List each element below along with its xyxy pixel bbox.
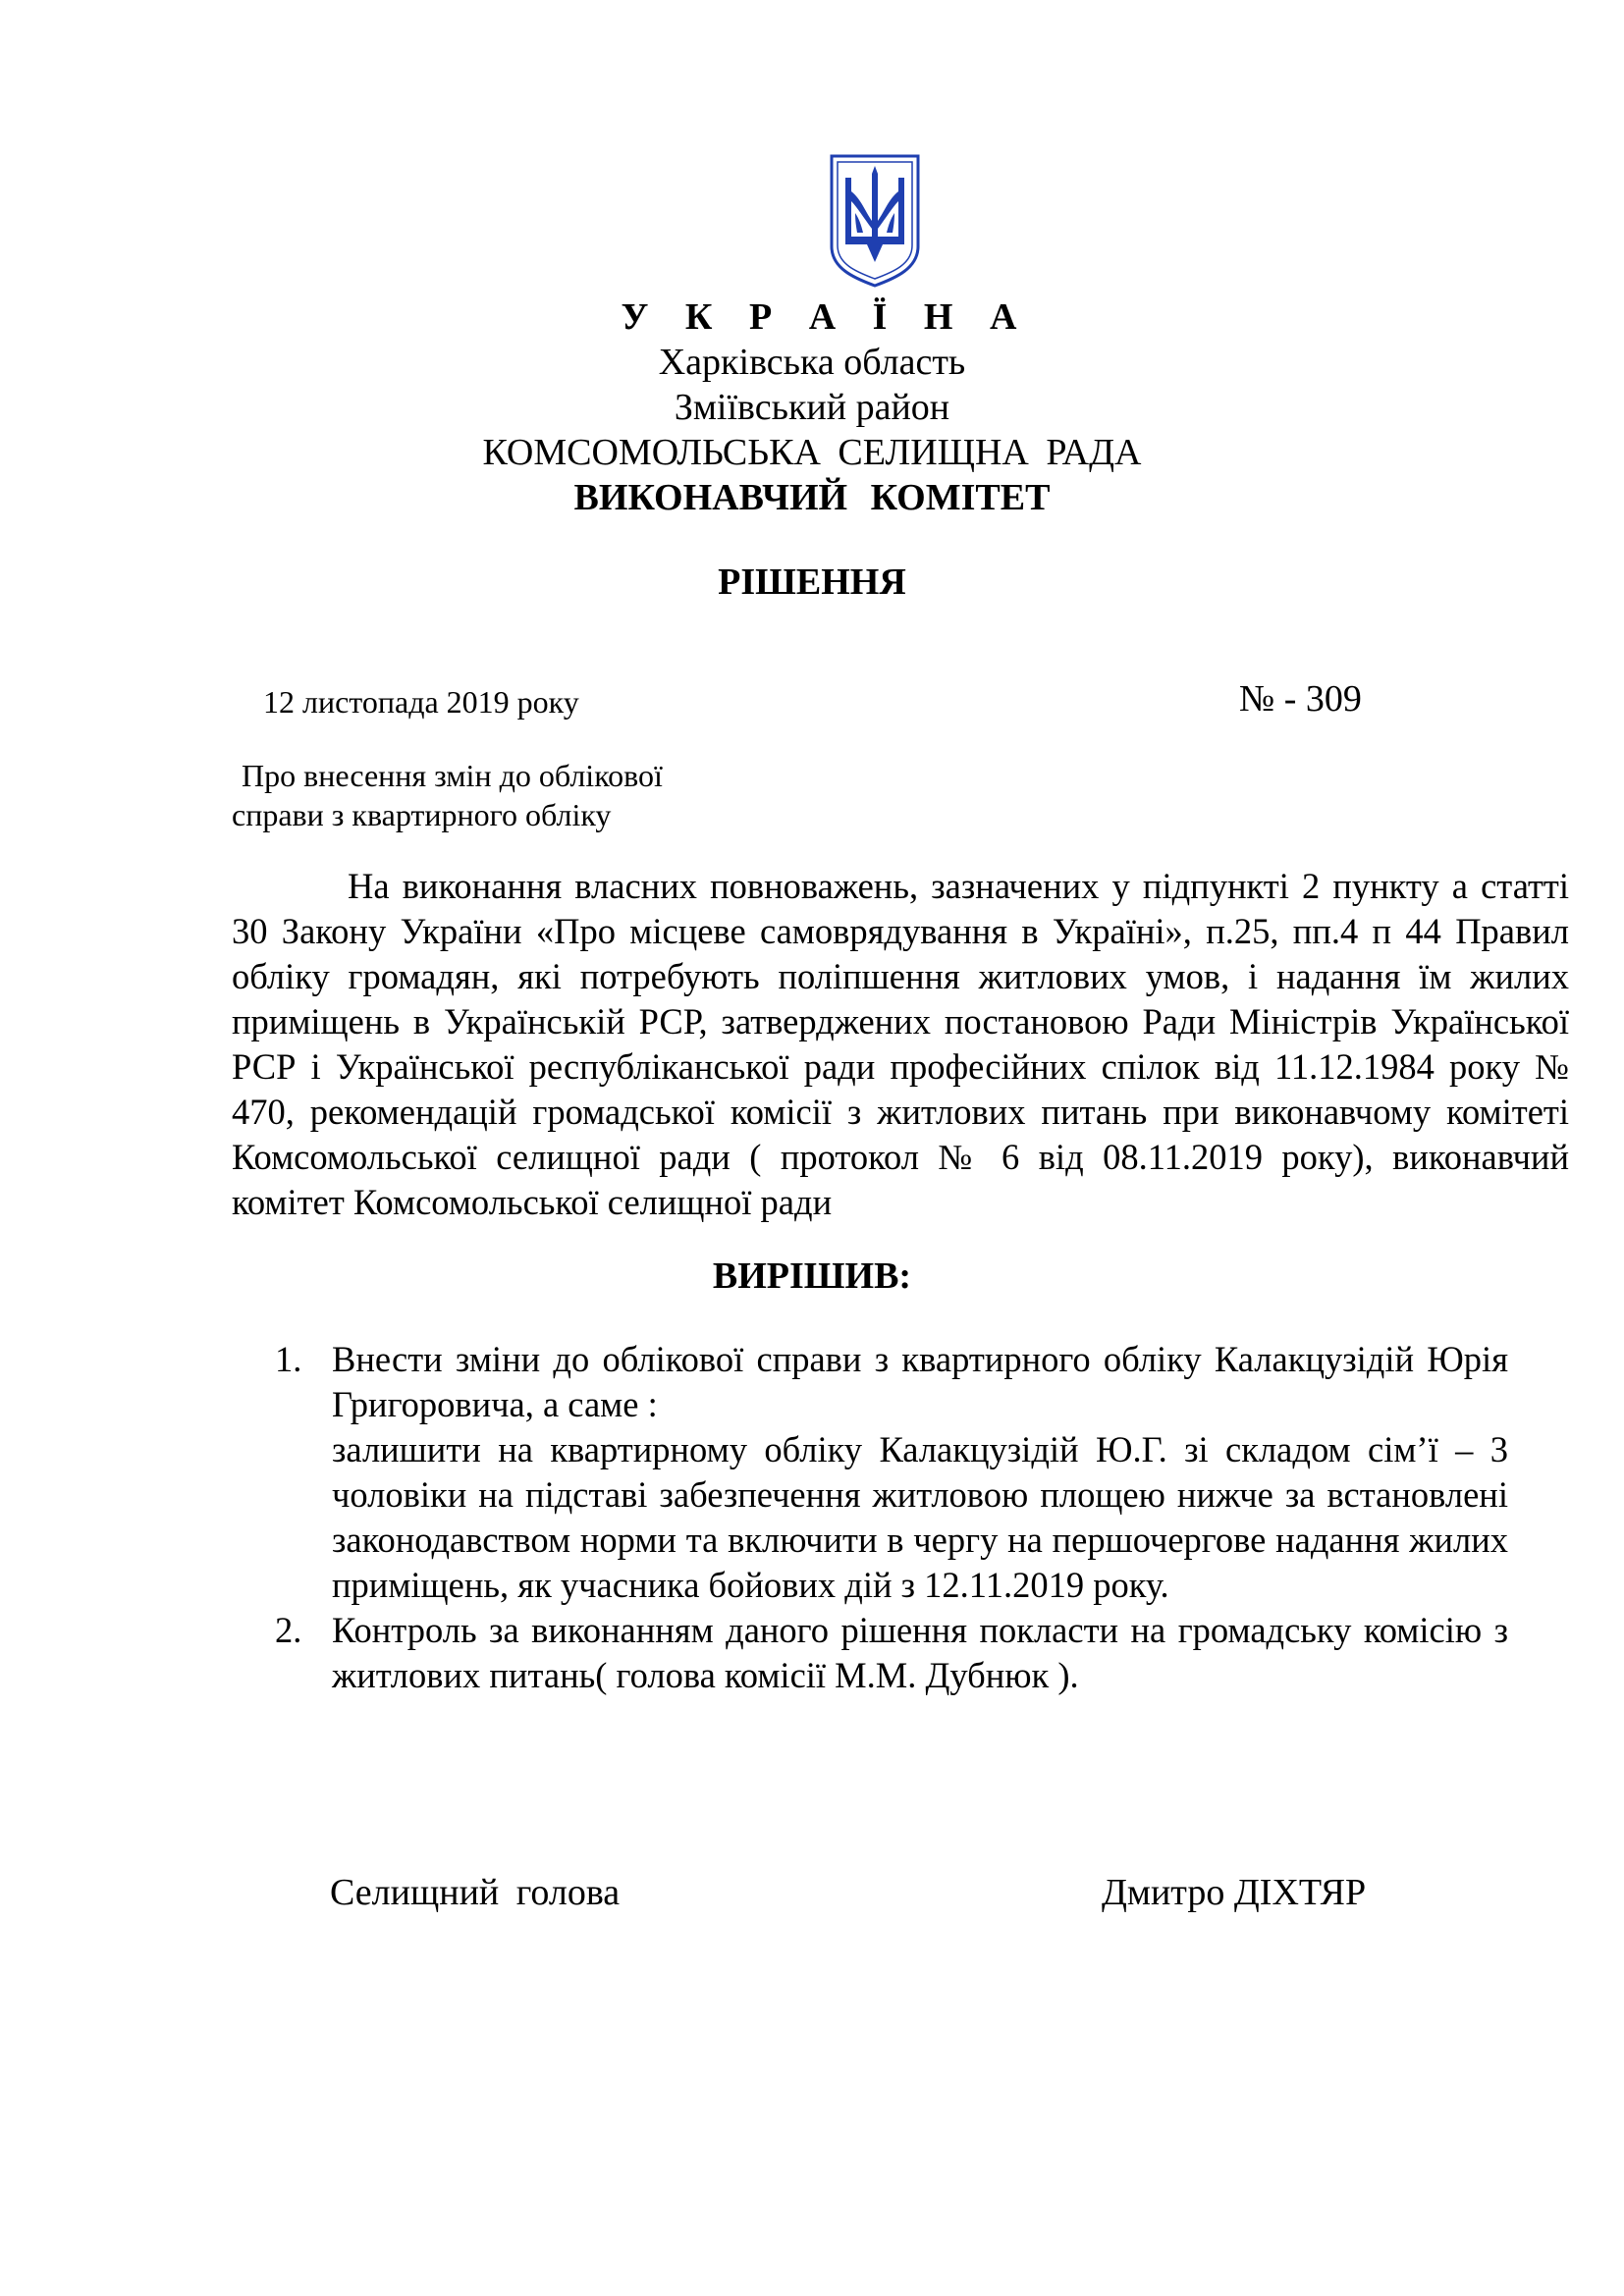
subject-line-1: Про внесення змін до облікової xyxy=(242,758,663,793)
signatory-title: Селищний голова xyxy=(330,1872,621,1913)
resolution-item xyxy=(275,1337,1508,1608)
council-name: КОМСОМОЛЬСЬКА СЕЛИЩНА РАДА xyxy=(482,432,1142,473)
subject-line-2: справи з квартирного обліку xyxy=(232,797,612,832)
district-line: Зміївський район xyxy=(674,387,950,428)
item-text: залишити на квартирному обліку Калакцузідій Ю.Г. зі складом сім’ї – 3 чоловіки на підставі забезпечення житловою площею нижче за встановлені законодавством норми та включити в чергу на першочергове надання жилих приміщень, як учасника бойових дій з 12.11.2019 року. xyxy=(332,1429,1508,1605)
resolution-items xyxy=(275,1337,1508,1698)
preamble-paragraph: На виконання власних повноважень, зазначених у підпункті 2 пункту а статті 30 Закону України «Про місцеве самоврядування в Україні», п.25, пп.4 п 44 Правил обліку громадян, які потребують поліпшення житлових умов, і надання їм жилих приміщень в Українській РСР, затверджених постановою Ради Міністрів Української РСР і Української республіканської ради професійних спілок від 11.12.1984 року № 470, рекомендацій громадської комісії з житлових питань при виконавчому комітеті Комсомольської селищної ради ( протокол № 6 від 08.11.2019 року), виконавчий комітет Комсомольської селищної ради xyxy=(232,866,1569,1222)
resolved-heading: ВИРІШИВ: xyxy=(712,1255,912,1297)
item-text: Контроль за виконанням даного рішення покласти на громадську комісію з житлових питань( голова комісії М.М. Дубнюк ). xyxy=(332,1610,1508,1695)
item-text: Внести зміни до облікової справи з квартирного обліку Калакцузідій Юрія Григоровича, а саме : xyxy=(332,1339,1508,1424)
signatory-name: Дмитро ДІХТЯР xyxy=(1102,1872,1367,1913)
decision-number: № - 309 xyxy=(1239,678,1362,720)
tryzub-coat-of-arms-icon xyxy=(828,152,922,290)
item-number: 2. xyxy=(275,1610,302,1650)
document-type-heading: РІШЕННЯ xyxy=(718,561,906,603)
decision-subject xyxy=(232,756,663,834)
country-heading: У К Р А Ї Н А xyxy=(621,296,1031,338)
decision-date: 12 листопада 2019 року xyxy=(263,684,579,720)
resolution-item xyxy=(275,1608,1508,1698)
committee-name: ВИКОНАВЧИЙ КОМІТЕТ xyxy=(573,477,1051,518)
item-number: 1. xyxy=(275,1339,302,1379)
region-line: Харківська область xyxy=(658,342,966,383)
